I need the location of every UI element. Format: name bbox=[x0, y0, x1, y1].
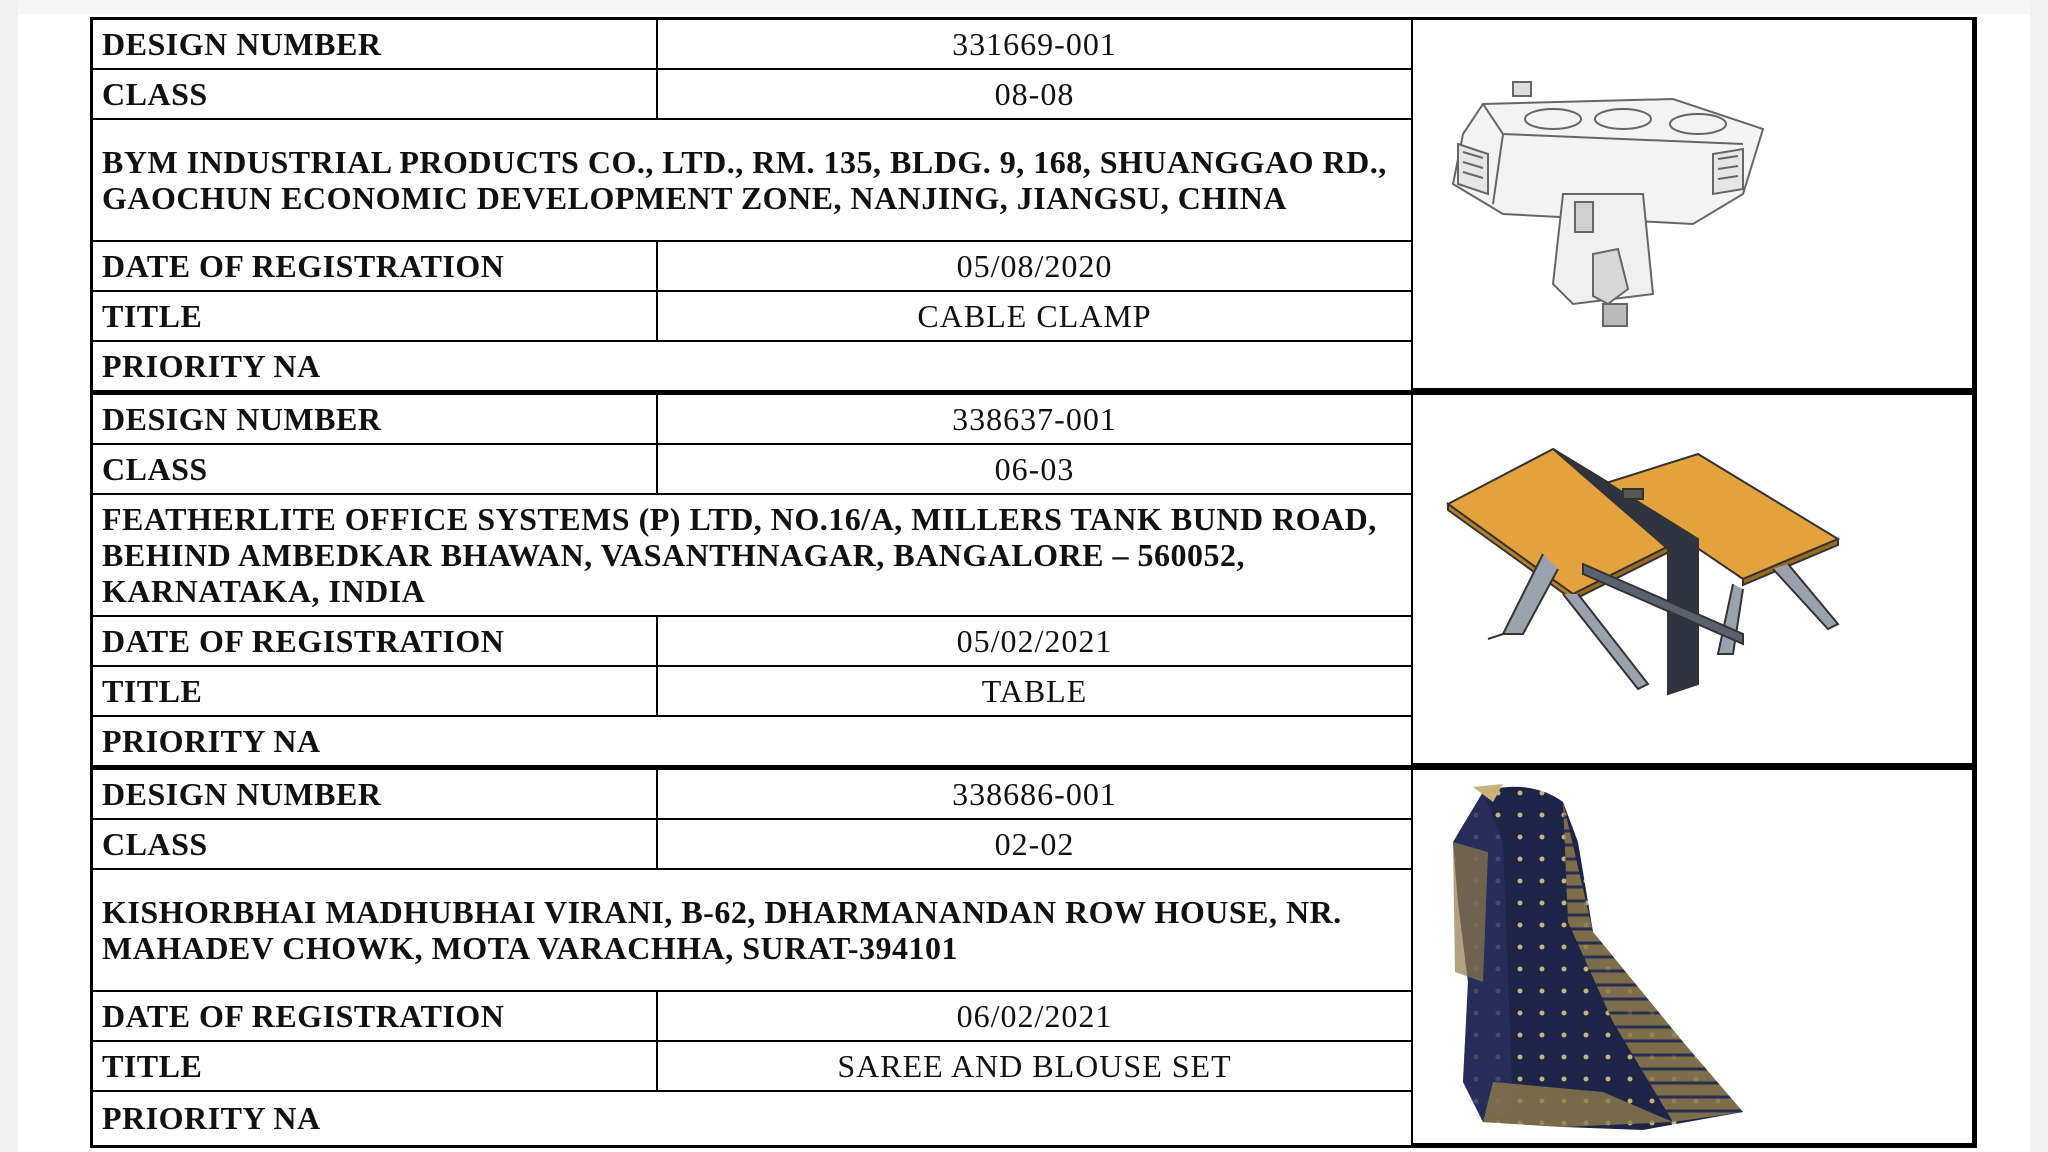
page-left-margin bbox=[0, 0, 18, 1152]
page-top-margin bbox=[0, 0, 2048, 14]
date-of-registration-value: 06/02/2021 bbox=[658, 992, 1413, 1042]
applicant-address: BYM INDUSTRIAL PRODUCTS CO., LTD., RM. 135, BLDG. 9, 168, SHUANGGAO RD., GAOCHUN ECONOMIC DEVELOPMENT ZONE, NANJING, JIANGSU, CHINA bbox=[93, 120, 1413, 242]
title-value: TABLE bbox=[658, 667, 1413, 717]
design-record bbox=[90, 767, 1977, 1148]
design-number-label: DESIGN NUMBER bbox=[93, 20, 658, 70]
title-label: TITLE bbox=[93, 292, 658, 342]
design-image-cell bbox=[1413, 770, 1974, 1145]
title-label: TITLE bbox=[93, 1042, 658, 1092]
design-number-value: 338637-001 bbox=[658, 395, 1413, 445]
class-value: 02-02 bbox=[658, 820, 1413, 870]
class-label: CLASS bbox=[93, 445, 658, 495]
applicant-address: KISHORBHAI MADHUBHAI VIRANI, B-62, DHARMANANDAN ROW HOUSE, NR. MAHADEV CHOWK, MOTA VARACHHA, SURAT-394101 bbox=[93, 870, 1413, 992]
design-number-label: DESIGN NUMBER bbox=[93, 395, 658, 445]
table-drawing-icon bbox=[1443, 444, 1843, 714]
applicant-address: FEATHERLITE OFFICE SYSTEMS (P) LTD, NO.16/A, MILLERS TANK BUND ROAD, BEHIND AMBEDKAR BHAWAN, VASANTHNAGAR, BANGALORE – 560052, KARNATAKA, INDIA bbox=[93, 495, 1413, 617]
design-image-cell bbox=[1413, 20, 1974, 390]
class-label: CLASS bbox=[93, 820, 658, 870]
design-record bbox=[90, 17, 1977, 393]
design-record bbox=[90, 392, 1977, 768]
design-number-value: 331669-001 bbox=[658, 20, 1413, 70]
design-image-cell bbox=[1413, 395, 1974, 765]
design-number-value: 338686-001 bbox=[658, 770, 1413, 820]
date-of-registration-label: DATE OF REGISTRATION bbox=[93, 242, 658, 292]
title-value: SAREE AND BLOUSE SET bbox=[658, 1042, 1413, 1092]
date-of-registration-value: 05/08/2020 bbox=[658, 242, 1413, 292]
priority-row: PRIORITY NA bbox=[93, 342, 1413, 390]
design-number-label: DESIGN NUMBER bbox=[93, 770, 658, 820]
class-label: CLASS bbox=[93, 70, 658, 120]
priority-row: PRIORITY NA bbox=[93, 717, 1413, 765]
cable-clamp-drawing-icon bbox=[1443, 74, 1773, 334]
class-value: 08-08 bbox=[658, 70, 1413, 120]
title-value: CABLE CLAMP bbox=[658, 292, 1413, 342]
date-of-registration-label: DATE OF REGISTRATION bbox=[93, 992, 658, 1042]
page-right-margin bbox=[2030, 0, 2048, 1152]
saree-photo-icon bbox=[1443, 782, 1753, 1132]
class-value: 06-03 bbox=[658, 445, 1413, 495]
date-of-registration-label: DATE OF REGISTRATION bbox=[93, 617, 658, 667]
title-label: TITLE bbox=[93, 667, 658, 717]
priority-row: PRIORITY NA bbox=[93, 1092, 1413, 1145]
date-of-registration-value: 05/02/2021 bbox=[658, 617, 1413, 667]
